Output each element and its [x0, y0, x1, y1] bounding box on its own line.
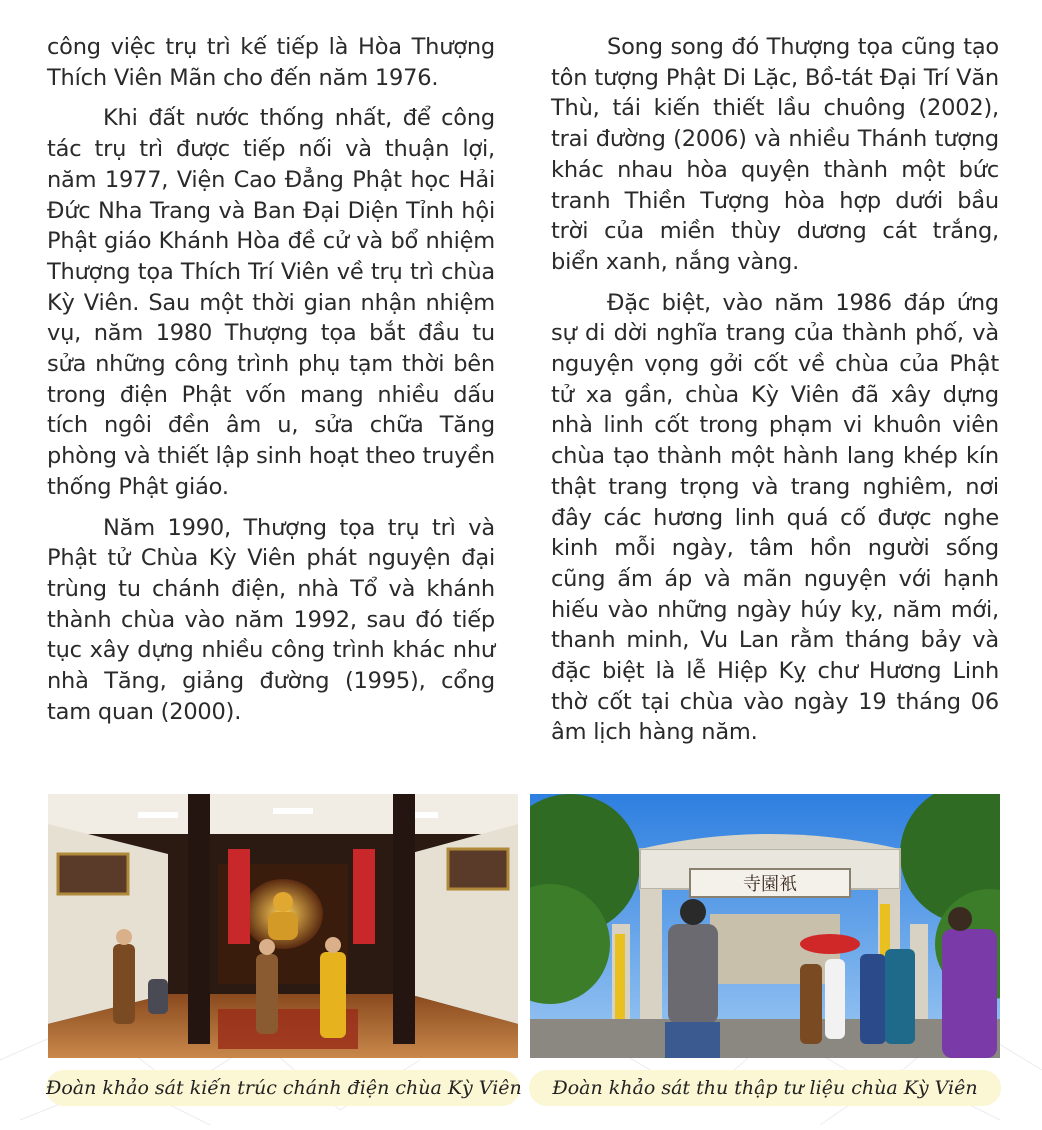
paragraph: Khi đất nước thống nhất, để công tác trụ trì được tiếp nối và thuận lợi, năm 1977, Viện Cao Đẳng Phật học Hải Đức Nha Trang và Ban Đại Diện Tỉnh hội Phật giáo Khánh Hòa đề cử và bổ nhiệm Thượng tọa Thích Trí Viên về trụ trì chùa Kỳ Viên. Sau một thời gian nhận nhiệm vụ, năm 1980 Thượng tọa bắt đầu tu sửa những công trình phụ tạm thời bên trong điện Phật vốn mang nhiều dấu tích ngôi đền âm u, sửa chữa Tăng phòng và thiết lập sinh hoạt theo truyền thống Phật giáo. — [47, 105, 495, 500]
paragraph: Năm 1990, Thượng tọa trụ trì và Phật tử Chùa Kỳ Viên phát nguyện đại trùng tu chánh điện, nhà Tổ và khánh thành chùa vào năm 1992, sau đó tiếp tục xây dựng nhiều công trình khác như nhà Tăng, giảng đường (1995), cổng tam quan (2000). — [47, 514, 495, 725]
gate-sign: 寺園衹 — [743, 874, 797, 895]
photo-caption-left: Đoàn khảo sát kiến trúc chánh điện chùa Kỳ Viên — [46, 1070, 520, 1106]
photo-main-hall-interior — [48, 794, 518, 1058]
paragraph: Đặc biệt, vào năm 1986 đáp ứng sự di dời nghĩa trang của thành phố, và nguyện vọng gởi cốt về chùa của Phật tử xa gần, chùa Kỳ Viên đã xây dựng nhà linh cốt trong phạm vi khuôn viên chùa tạo thành một hành lang khép kín thật trang trọng và trang nghiêm, nơi đây các hương linh quá cố được nghe kinh mỗi ngày, tâm hồn người sống cũng ấm áp và mãn nguyện với hạnh hiếu vào những ngày húy kỵ, năm mới, thanh minh, Vu Lan rằm tháng bảy và đặc biệt là lễ Hiệp Kỵ chư Hương Linh thờ cốt tại chùa vào ngày 19 tháng 06 âm lịch hàng năm. — [551, 289, 999, 746]
paragraph: công việc trụ trì kế tiếp là Hòa Thượng Thích Viên Mãn cho đến năm 1976. — [47, 34, 495, 91]
paragraph: Song song đó Thượng tọa cũng tạo tôn tượng Phật Di Lặc, Bồ-tát Đại Trí Văn Thù, tái kiến thiết lầu chuông (2002), trai đường (2006) và nhiều Thánh tượng khác nhau hòa quyện thành một bức tranh Thiền Tượng hòa hợp dưới bầu trời của miền thùy dương cát trắng, biển xanh, nắng vàng. — [551, 34, 999, 275]
left-text-column — [47, 32, 495, 737]
photo-caption-right: Đoàn khảo sát thu thập tư liệu chùa Kỳ Viên — [529, 1070, 1001, 1106]
photo-temple-gate — [530, 794, 1000, 1058]
right-text-column — [551, 32, 999, 758]
